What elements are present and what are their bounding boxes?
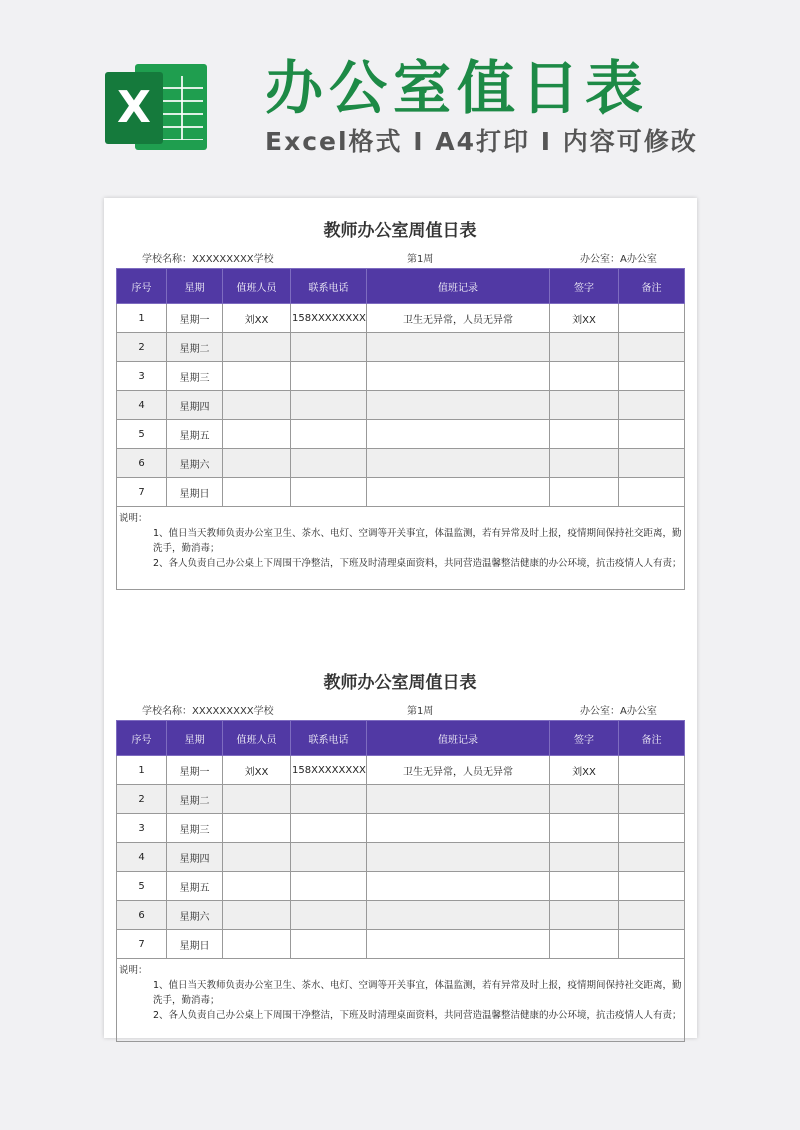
banner-subtitle: Excel格式 I A4打印 I 内容可修改 (265, 127, 698, 156)
table-cell[interactable] (291, 843, 367, 872)
duty-table (116, 268, 685, 590)
table-cell[interactable]: 星期六 (167, 901, 223, 930)
table-cell[interactable] (367, 391, 550, 420)
table-cell[interactable]: 星期一 (167, 304, 223, 333)
table-cell[interactable]: 星期四 (167, 391, 223, 420)
table-cell[interactable] (367, 785, 550, 814)
notes-row (117, 959, 685, 1042)
table-cell[interactable] (367, 814, 550, 843)
table-row (117, 930, 685, 959)
column-header: 备注 (619, 721, 685, 756)
table-cell[interactable] (550, 449, 619, 478)
table-cell[interactable] (619, 872, 685, 901)
table-cell[interactable]: 刘XX (223, 304, 291, 333)
column-header: 备注 (619, 269, 685, 304)
school-name: 学校名称：XXXXXXXXX学校 (142, 706, 274, 717)
week-label: 第1周 (407, 254, 434, 265)
table-cell[interactable]: 星期日 (167, 930, 223, 959)
office-label: 办公室：A办公室 (580, 254, 657, 265)
table-cell[interactable]: 星期日 (167, 478, 223, 507)
table-cell[interactable] (223, 872, 291, 901)
table-cell[interactable] (291, 814, 367, 843)
column-header: 序号 (117, 721, 167, 756)
table-cell[interactable] (619, 449, 685, 478)
table-header-row (117, 269, 685, 304)
table-cell[interactable] (367, 420, 550, 449)
table-cell[interactable]: 7 (117, 930, 167, 959)
column-header: 联系电话 (291, 721, 367, 756)
table-cell[interactable] (223, 478, 291, 507)
table-cell[interactable]: 刘XX (550, 304, 619, 333)
table-cell[interactable]: 星期四 (167, 843, 223, 872)
table-cell[interactable]: 158XXXXXXXX (291, 304, 367, 333)
table-cell[interactable] (550, 478, 619, 507)
table-cell[interactable]: 7 (117, 478, 167, 507)
table-cell[interactable]: 2 (117, 785, 167, 814)
table-cell[interactable]: 星期五 (167, 872, 223, 901)
table-row (117, 304, 685, 333)
table-cell[interactable] (619, 785, 685, 814)
column-header: 星期 (167, 269, 223, 304)
column-header: 值班人员 (223, 721, 291, 756)
table-cell[interactable]: 5 (117, 420, 167, 449)
table-cell[interactable] (291, 362, 367, 391)
office-label: 办公室：A办公室 (580, 706, 657, 717)
table-row (117, 391, 685, 420)
table-cell[interactable] (291, 478, 367, 507)
notes-cell (117, 507, 685, 590)
note-item: 2、各人负责自己办公桌上下周围干净整洁，下班及时清理桌面资料，共同营造温馨整洁健康的办公环境，抗击疫情人人有责； (153, 1010, 682, 1021)
document-page (104, 198, 697, 1038)
table-cell[interactable]: 5 (117, 872, 167, 901)
table-cell[interactable] (550, 930, 619, 959)
table-cell[interactable]: 3 (117, 362, 167, 391)
table-cell[interactable]: 1 (117, 304, 167, 333)
table-cell[interactable] (619, 362, 685, 391)
table-cell[interactable]: 2 (117, 333, 167, 362)
table-cell[interactable] (223, 814, 291, 843)
table-row (117, 333, 685, 362)
table-cell[interactable] (367, 843, 550, 872)
table-cell[interactable] (291, 872, 367, 901)
table-cell[interactable]: 6 (117, 901, 167, 930)
table-header-row (117, 721, 685, 756)
table-cell[interactable] (223, 843, 291, 872)
duty-table (116, 720, 685, 1042)
table-row (117, 785, 685, 814)
table-cell[interactable] (550, 362, 619, 391)
sheet-meta (116, 246, 684, 268)
table-cell[interactable]: 星期五 (167, 420, 223, 449)
table-cell[interactable] (619, 814, 685, 843)
column-header: 签字 (550, 721, 619, 756)
table-cell[interactable] (291, 333, 367, 362)
table-row (117, 756, 685, 785)
table-cell[interactable] (619, 391, 685, 420)
table-cell[interactable] (619, 304, 685, 333)
table-cell[interactable]: 星期一 (167, 756, 223, 785)
table-cell[interactable] (223, 785, 291, 814)
column-header: 值班记录 (367, 269, 550, 304)
table-cell[interactable] (550, 843, 619, 872)
table-cell[interactable]: 3 (117, 814, 167, 843)
table-cell[interactable] (367, 333, 550, 362)
table-cell[interactable] (550, 901, 619, 930)
table-cell[interactable] (550, 872, 619, 901)
table-row (117, 362, 685, 391)
table-cell[interactable] (367, 478, 550, 507)
table-cell[interactable] (619, 901, 685, 930)
table-cell[interactable] (550, 391, 619, 420)
table-cell[interactable] (291, 449, 367, 478)
note-item: 1、值日当天教师负责办公室卫生、茶水、电灯、空调等开关事宜，体温监测，若有异常及时上报，疫情期间保持社交距离，勤洗手，勤消毒； (153, 528, 682, 554)
table-cell[interactable] (223, 930, 291, 959)
table-cell[interactable] (550, 785, 619, 814)
table-cell[interactable]: 4 (117, 843, 167, 872)
table-cell[interactable] (367, 930, 550, 959)
table-cell[interactable]: 星期六 (167, 449, 223, 478)
note-item: 1、值日当天教师负责办公室卫生、茶水、电灯、空调等开关事宜，体温监测，若有异常及时上报，疫情期间保持社交距离，勤洗手，勤消毒； (153, 980, 682, 1006)
notes-label: 说明： (119, 965, 148, 976)
table-cell[interactable] (619, 420, 685, 449)
table-cell[interactable] (223, 391, 291, 420)
table-row (117, 420, 685, 449)
table-cell[interactable] (550, 814, 619, 843)
table-cell[interactable] (367, 872, 550, 901)
table-cell[interactable] (223, 449, 291, 478)
duty-sheet-1 (116, 216, 684, 590)
table-cell[interactable] (619, 333, 685, 362)
table-cell[interactable]: 158XXXXXXXX (291, 756, 367, 785)
table-cell[interactable]: 星期二 (167, 785, 223, 814)
table-row (117, 478, 685, 507)
table-row (117, 449, 685, 478)
column-header: 联系电话 (291, 269, 367, 304)
banner-title: 办公室值日表 (265, 54, 650, 122)
note-item: 2、各人负责自己办公桌上下周围干净整洁，下班及时清理桌面资料，共同营造温馨整洁健康的办公环境，抗击疫情人人有责； (153, 558, 682, 569)
table-cell[interactable]: 1 (117, 756, 167, 785)
table-cell[interactable]: 6 (117, 449, 167, 478)
table-cell[interactable]: 星期三 (167, 814, 223, 843)
table-cell[interactable]: 星期二 (167, 333, 223, 362)
excel-logo-icon: X (105, 58, 210, 158)
table-row (117, 872, 685, 901)
table-cell[interactable] (291, 391, 367, 420)
table-cell[interactable] (223, 362, 291, 391)
column-header: 值班记录 (367, 721, 550, 756)
table-row (117, 843, 685, 872)
column-header: 序号 (117, 269, 167, 304)
table-cell[interactable]: 卫生无异常，人员无异常 (367, 304, 550, 333)
table-cell[interactable]: 刘XX (223, 756, 291, 785)
week-label: 第1周 (407, 706, 434, 717)
table-row (117, 901, 685, 930)
table-cell[interactable] (291, 785, 367, 814)
column-header: 签字 (550, 269, 619, 304)
table-cell[interactable] (367, 362, 550, 391)
sheet-title: 教师办公室周值日表 (323, 221, 477, 241)
table-cell[interactable] (619, 756, 685, 785)
sheet-meta (116, 698, 684, 720)
table-cell[interactable] (367, 901, 550, 930)
table-cell[interactable]: 刘XX (550, 756, 619, 785)
table-cell[interactable]: 4 (117, 391, 167, 420)
table-cell[interactable] (291, 930, 367, 959)
table-row (117, 814, 685, 843)
school-name: 学校名称：XXXXXXXXX学校 (142, 254, 274, 265)
table-cell[interactable] (291, 420, 367, 449)
table-cell[interactable] (550, 420, 619, 449)
table-cell[interactable] (367, 449, 550, 478)
duty-sheet-2 (116, 668, 684, 1042)
table-cell[interactable] (291, 901, 367, 930)
notes-label: 说明： (119, 513, 148, 524)
table-cell[interactable]: 卫生无异常，人员无异常 (367, 756, 550, 785)
notes-cell (117, 959, 685, 1042)
column-header: 星期 (167, 721, 223, 756)
table-cell[interactable] (619, 478, 685, 507)
table-cell[interactable] (223, 333, 291, 362)
column-header: 值班人员 (223, 269, 291, 304)
table-cell[interactable] (619, 930, 685, 959)
notes-row (117, 507, 685, 590)
table-cell[interactable] (550, 333, 619, 362)
table-cell[interactable] (223, 420, 291, 449)
table-cell[interactable] (223, 901, 291, 930)
banner (0, 0, 800, 195)
sheet-title: 教师办公室周值日表 (323, 673, 477, 693)
table-cell[interactable]: 星期三 (167, 362, 223, 391)
table-cell[interactable] (619, 843, 685, 872)
